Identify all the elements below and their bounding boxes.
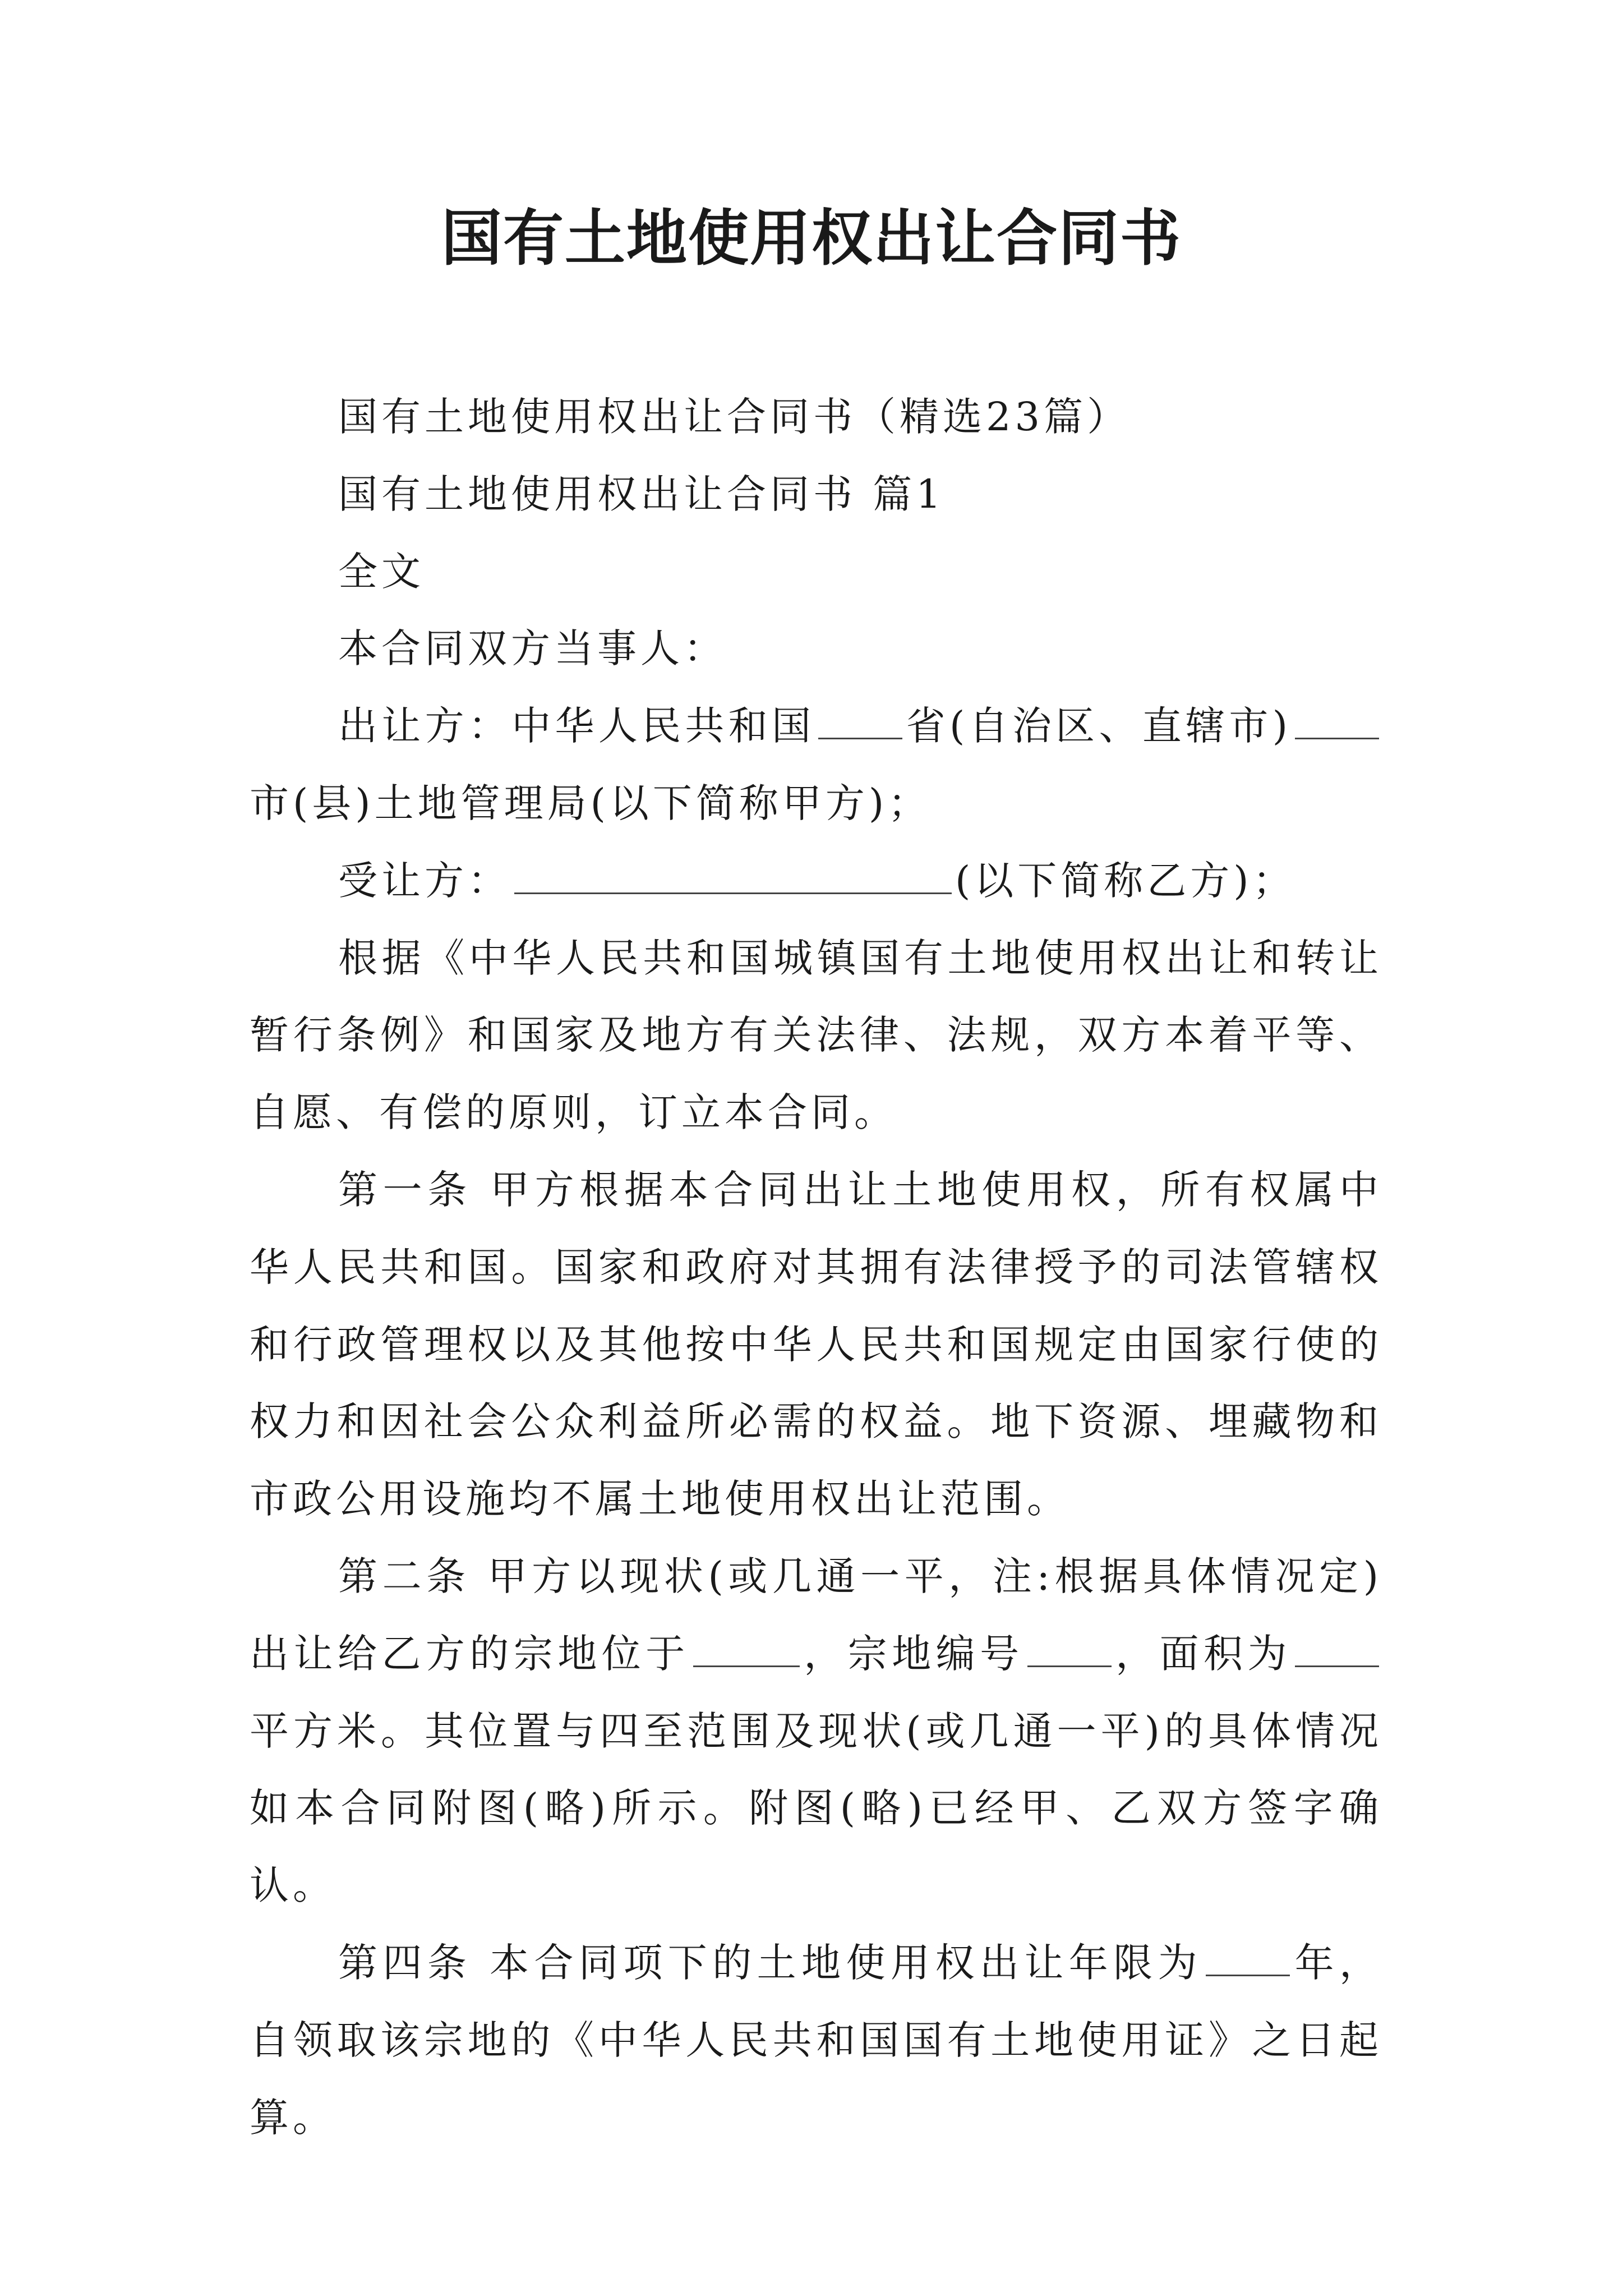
article-4-text-1: 第四条 本合同项下的土地使用权出让年限为 [338,1939,1203,1986]
subtitle-line: 国有土地使用权出让合同书（精选23篇） [338,394,1131,440]
transferor-paragraph [250,688,1382,843]
transferee-text-1: 受让方： [338,857,511,904]
article-2-text-3: ，面积为 [1114,1630,1292,1677]
transferee-paragraph [250,843,1382,920]
province-blank [818,705,902,739]
chapter-heading: 国有土地使用权出让合同书 篇1 [338,471,945,517]
document-body [250,379,1382,2156]
transferee-name-blank [514,860,952,894]
city-blank [1295,705,1379,739]
parties-heading: 本合同双方当事人： [338,625,727,672]
parcel-number-blank [1027,1633,1112,1667]
document-title: 国有土地使用权出让合同书 [441,203,1182,274]
transferor-text-3: 市(县)土地管理局(以下简称甲方)； [250,780,932,826]
basis-paragraph: 根据《中华人民共和国城镇国有土地使用权出让和转让暂行条例》和国家及地方有关法律、法规，双方本着平等、自愿、有偿的原则，订立本合同。 [250,935,1382,1136]
article-2-text-1: 第二条 甲方以现状(或几通一平，注:根据具体情况定)出让给乙方的宗地位于 [250,1553,1382,1677]
transferor-text-2: 省(自治区、直辖市) [906,703,1292,749]
transferee-text-2: (以下简称乙方)； [955,857,1296,904]
fulltext-label: 全文 [338,548,425,595]
article-4-paragraph [250,1925,1382,2156]
article-2-text-4: 平方米。其位置与四至范围及现状(或几通一平)的具体情况如本合同附图(略)所示。附图(略)已经甲、乙双方签字确认。 [250,1708,1382,1909]
article-2-paragraph [250,1538,1382,1925]
term-years-blank [1206,1942,1290,1976]
transferor-text-1: 出让方：中华人民共和国 [338,703,815,749]
article-4-text-2: 年，自领取该宗地的《中华人民共和国国有土地使用证》之日起算。 [250,1939,1383,2141]
article-2-text-2: ，宗地编号 [803,1630,1024,1677]
area-blank [1295,1633,1379,1667]
article-1-paragraph: 第一条 甲方根据本合同出让土地使用权，所有权属中华人民共和国。国家和政府对其拥有法律授予的司法管辖权和行政管理权以及其他按中华人民共和国规定由国家行使的权力和因社会公众利益所必需的权益。地下资源、埋藏物和市政公用设施均不属土地使用权出让范围。 [250,1166,1382,1522]
location-blank [693,1633,800,1667]
